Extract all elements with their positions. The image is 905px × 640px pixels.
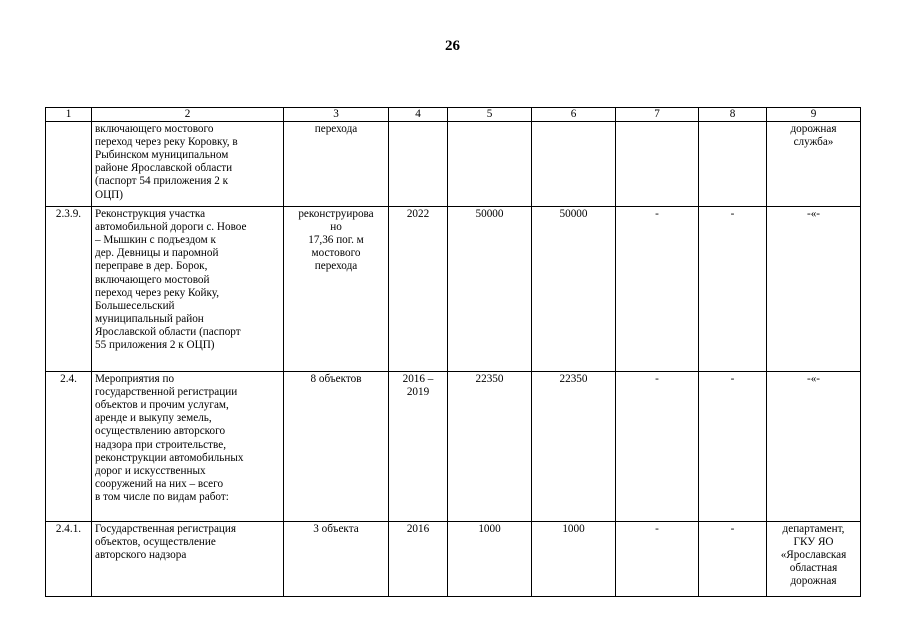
table-row <box>46 207 861 372</box>
row-executor: дорожная служба» <box>767 122 861 207</box>
row-total: 1000 <box>448 522 532 597</box>
row-federal: - <box>616 207 699 372</box>
row-years: 2016 <box>389 522 448 597</box>
row-federal <box>616 122 699 207</box>
column-number: 4 <box>389 108 448 122</box>
row-description: включающего мостового переход через реку Коровку, в Рыбинском муниципальном районе Ярославской области (паспорт 54 приложения 2 к ОЦП) <box>92 122 284 207</box>
row-number <box>46 122 92 207</box>
table-row <box>46 122 861 207</box>
column-number: 1 <box>46 108 92 122</box>
row-other <box>699 122 767 207</box>
row-description: Реконструкция участка автомобильной дороги с. Новое – Мышкин с подъездом к дер. Девницы и паромной переправе в дер. Борок, включающего мостовой переход через реку Койку, Большесельский муниципальный район Ярославской области (паспорт 55 приложения 2 к ОЦП) <box>92 207 284 372</box>
row-number: 2.4. <box>46 372 92 522</box>
row-other: - <box>699 372 767 522</box>
row-regional: 50000 <box>532 207 616 372</box>
column-number: 5 <box>448 108 532 122</box>
row-volume: 3 объекта <box>284 522 389 597</box>
row-description: Мероприятия по государственной регистрации объектов и прочим услугам, аренде и выкупу земель, осуществлению авторского надзора при строительстве, реконструкции автомобильных дорог и искусственных сооружений на них – всего в том числе по видам работ: <box>92 372 284 522</box>
program-table <box>45 107 861 597</box>
row-description: Государственная регистрация объектов, осуществление авторского надзора <box>92 522 284 597</box>
column-number-row <box>46 108 861 122</box>
page-number: 26 <box>445 38 460 54</box>
row-other: - <box>699 207 767 372</box>
row-regional: 22350 <box>532 372 616 522</box>
row-volume: 8 объектов <box>284 372 389 522</box>
row-volume: реконструирова но 17,36 пог. м мостового перехода <box>284 207 389 372</box>
column-number: 3 <box>284 108 389 122</box>
column-number: 7 <box>616 108 699 122</box>
row-total: 22350 <box>448 372 532 522</box>
row-years <box>389 122 448 207</box>
column-number: 9 <box>767 108 861 122</box>
row-years: 2022 <box>389 207 448 372</box>
row-volume: перехода <box>284 122 389 207</box>
row-regional: 1000 <box>532 522 616 597</box>
row-total: 50000 <box>448 207 532 372</box>
table-row <box>46 522 861 597</box>
row-regional <box>532 122 616 207</box>
row-years: 2016 – 2019 <box>389 372 448 522</box>
row-other: - <box>699 522 767 597</box>
row-federal: - <box>616 372 699 522</box>
row-executor: -«- <box>767 207 861 372</box>
row-federal: - <box>616 522 699 597</box>
column-number: 6 <box>532 108 616 122</box>
column-number: 8 <box>699 108 767 122</box>
row-number: 2.4.1. <box>46 522 92 597</box>
row-executor: департамент, ГКУ ЯО «Ярославская областная дорожная <box>767 522 861 597</box>
table-row <box>46 372 861 522</box>
row-total <box>448 122 532 207</box>
row-executor: -«- <box>767 372 861 522</box>
row-number: 2.3.9. <box>46 207 92 372</box>
column-number: 2 <box>92 108 284 122</box>
